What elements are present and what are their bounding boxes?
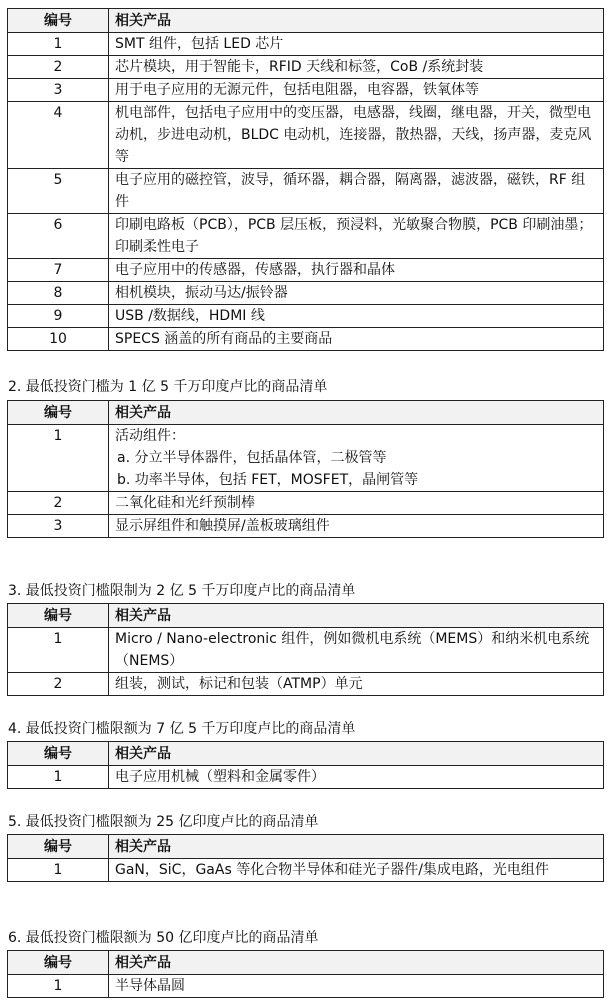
row-product: 芯片模块，用于智能卡，RFID 天线和标签，CoB /系统封装 [109,56,604,79]
row-product: GaN，SiC，GaAs 等化合物半导体和硅光子器件/集成电路，光电组件 [109,859,604,882]
table-header [8,604,604,628]
table-row [8,169,604,214]
row-product: 组装，测试，标记和包装（ATMP）单元 [109,673,604,696]
table-row [8,214,604,259]
table-header [8,742,604,766]
table-row [8,492,604,515]
section-title-6: 6. 最低投资门槛限额为 50 亿印度卢比的商品清单 [8,930,319,946]
column-header-product: 相关产品 [109,835,604,859]
table-row [8,766,604,789]
row-sub-item-b: b. 功率半导体，包括 FET，MOSFET，晶闸管等 [117,472,419,488]
row-product: 电子应用机械（塑料和金属零件） [109,766,604,789]
column-header-product: 相关产品 [109,401,604,425]
row-num: 3 [8,515,109,538]
column-header-num: 编号 [8,9,109,33]
table-row [8,628,604,673]
table-row [8,975,604,998]
column-header-product: 相关产品 [109,951,604,975]
table-row [8,102,604,169]
table-row [8,56,604,79]
row-num: 1 [8,859,109,882]
row-num: 1 [8,766,109,789]
row-product: USB /数据线，HDMI 线 [109,305,604,328]
column-header-product: 相关产品 [109,604,604,628]
row-num: 7 [8,259,109,282]
products-table-5 [7,834,604,882]
row-product: 机电部件，包括电子应用中的变压器，电感器，线圈，继电器，开关，微型电动机，步进电动机，BLDC 电动机，连接器，散热器，天线，扬声器，麦克风等 [109,102,604,169]
column-header-product: 相关产品 [109,9,604,33]
column-header-product: 相关产品 [109,742,604,766]
column-header-num: 编号 [8,401,109,425]
row-num: 10 [8,328,109,351]
table-header [8,9,604,33]
table-row [8,33,604,56]
products-table-1 [7,8,604,351]
row-num: 8 [8,282,109,305]
row-product: SPECS 涵盖的所有商品的主要商品 [109,328,604,351]
row-num: 1 [8,975,109,998]
row-product: 二氧化硅和光纤预制棒 [109,492,604,515]
section-title-4: 4. 最低投资门槛限额为 7 亿 5 千万印度卢比的商品清单 [8,721,356,737]
row-product: 相机模块，振动马达/振铃器 [109,282,604,305]
table-row [8,425,604,492]
table-header [8,835,604,859]
row-product [109,425,604,492]
column-header-num: 编号 [8,604,109,628]
row-sub-item-a: a. 分立半导体器件，包括晶体管，二极管等 [117,450,387,466]
table-row [8,79,604,102]
section-title-5: 5. 最低投资门槛限额为 25 亿印度卢比的商品清单 [8,814,319,830]
table-row [8,259,604,282]
products-table-6 [7,950,604,998]
table-row [8,282,604,305]
row-num: 1 [8,628,109,673]
row-num: 3 [8,79,109,102]
row-num: 2 [8,673,109,696]
row-num: 5 [8,169,109,214]
row-product: 半导体晶圆 [109,975,604,998]
table-header [8,401,604,425]
products-table-2 [7,400,604,538]
column-header-num: 编号 [8,951,109,975]
row-num: 2 [8,492,109,515]
section-title-3: 3. 最低投资门槛限制为 2 亿 5 千万印度卢比的商品清单 [8,583,356,599]
products-table-4 [7,741,604,789]
row-product: 印刷电路板（PCB），PCB 层压板，预浸料，光敏聚合物膜，PCB 印刷油墨； 印刷柔性电子 [109,214,604,259]
table-row [8,859,604,882]
column-header-num: 编号 [8,742,109,766]
row-product: 显示屏组件和触摸屏/盖板玻璃组件 [109,515,604,538]
table-header [8,951,604,975]
column-header-num: 编号 [8,835,109,859]
table-row [8,328,604,351]
row-num: 4 [8,102,109,169]
row-product: 电子应用的磁控管，波导，循环器，耦合器，隔离器，滤波器，磁铁，RF 组件 [109,169,604,214]
row-num: 1 [8,33,109,56]
row-product: SMT 组件，包括 LED 芯片 [109,33,604,56]
row-num: 2 [8,56,109,79]
section-title-2: 2. 最低投资门槛为 1 亿 5 千万印度卢比的商品清单 [8,379,328,395]
table-row [8,673,604,696]
row-num: 6 [8,214,109,259]
row-intro: 活动组件： [115,428,185,444]
row-num: 9 [8,305,109,328]
table-row [8,305,604,328]
row-num: 1 [8,425,109,492]
row-product: 电子应用中的传感器，传感器，执行器和晶体 [109,259,604,282]
table-row [8,515,604,538]
row-product: 用于电子应用的无源元件，包括电阻器，电容器，铁氧体等 [109,79,604,102]
row-product: Micro / Nano-electronic 组件，例如微机电系统（MEMS）和纳米机电系统（NEMS） [109,628,604,673]
products-table-3 [7,603,604,696]
